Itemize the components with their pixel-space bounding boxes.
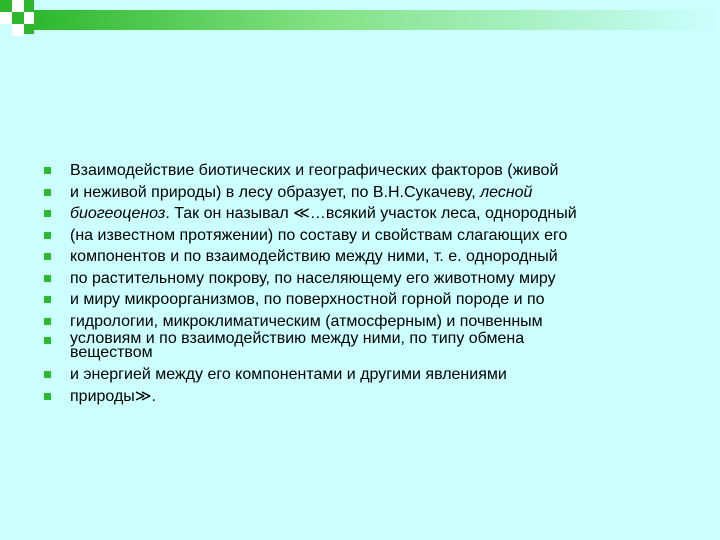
line-text: природы≫. xyxy=(70,387,156,405)
bullet-icon xyxy=(44,393,51,400)
line-text: и неживой природы) в лесу образует, по В.Н.Сукачеву, xyxy=(70,183,481,201)
line-text: и миру микроорганизмов, по поверхностной горной породе и по xyxy=(70,291,545,308)
list-item xyxy=(44,225,664,247)
decor-square xyxy=(12,12,24,24)
bullet-icon xyxy=(44,318,51,325)
bullet-icon xyxy=(44,296,51,303)
bullet-icon xyxy=(44,275,51,282)
list-item xyxy=(44,182,664,204)
bullet-icon xyxy=(44,371,51,378)
line-italic-text: биогеоценоз xyxy=(70,205,166,222)
bullet-icon xyxy=(44,253,51,260)
bullet-list xyxy=(44,160,664,407)
line-text: по растительному покрову, по населяющему его животному миру xyxy=(70,269,556,287)
list-item xyxy=(44,246,664,268)
decor-square xyxy=(0,0,12,12)
header-gradient-bar xyxy=(34,10,720,30)
decor-square xyxy=(24,12,34,24)
list-item xyxy=(44,332,540,364)
decor-square xyxy=(24,24,34,34)
list-item xyxy=(44,386,664,408)
line-italic-text: лесной xyxy=(480,183,533,201)
bullet-icon xyxy=(44,189,51,196)
list-item xyxy=(44,160,664,182)
line-text: компонентов и по взаимодействию между ними, т. е. однородный xyxy=(70,248,558,265)
bullet-icon xyxy=(44,337,51,344)
line-text: (на известном протяжении) по составу и свойствам слагающих его xyxy=(70,226,568,244)
line-text: гидрологии, микроклиматическим (атмосферным) и почвенным xyxy=(70,312,543,330)
list-item xyxy=(44,268,664,290)
decor-square xyxy=(0,12,12,24)
bullet-icon xyxy=(44,210,51,217)
list-item xyxy=(44,289,664,311)
decor-square xyxy=(12,24,24,36)
list-item xyxy=(44,311,664,333)
bullet-icon xyxy=(44,232,51,239)
list-item xyxy=(44,203,664,225)
list-item xyxy=(44,364,664,386)
line-text: . Так он называл ≪…всякий участок леса, однородный xyxy=(165,205,577,222)
decor-square xyxy=(12,0,24,12)
line-text: Взаимодействие биотических и географических факторов (живой xyxy=(70,162,559,179)
bullet-icon xyxy=(44,167,51,174)
line-text: условиям и по взаимодействию между ними, по типу обмена веществом xyxy=(70,330,525,361)
line-text: и энергией между его компонентами и другими явлениями xyxy=(70,366,507,383)
decor-square xyxy=(24,0,34,12)
